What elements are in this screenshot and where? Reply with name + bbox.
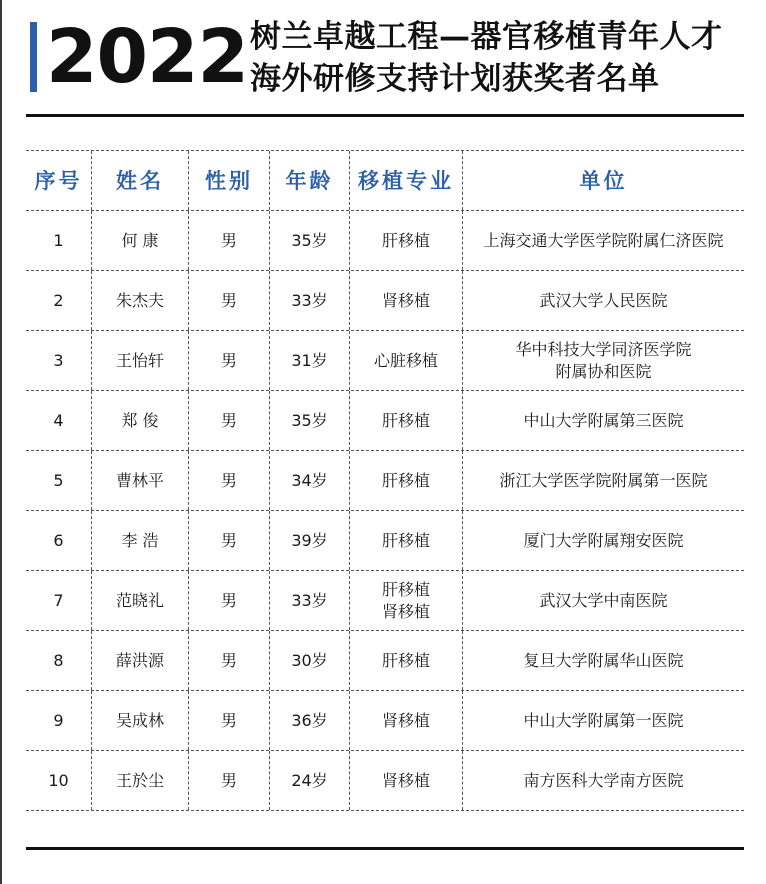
- cell-unit-text: 武汉大学人民医院: [539, 290, 668, 310]
- cell-number: [26, 631, 91, 690]
- cell-name-text: 曹林平: [115, 470, 164, 490]
- cell-number: [26, 451, 91, 510]
- table-header-row: [26, 150, 744, 211]
- cell-age: [269, 271, 349, 330]
- table-row: [26, 691, 744, 751]
- table-body: [26, 211, 744, 811]
- cell-specialty: [349, 631, 462, 690]
- cell-age: [269, 331, 349, 390]
- cell-unit: [462, 271, 744, 330]
- cell-number-text: 1: [53, 230, 64, 250]
- cell-specialty-text: 肾移植: [381, 601, 430, 621]
- cell-unit: [462, 391, 744, 450]
- cell-specialty: [349, 451, 462, 510]
- cell-gender-text: 男: [220, 650, 237, 670]
- cell-number-text: 4: [53, 410, 64, 430]
- cell-number-text: 5: [53, 470, 64, 490]
- title-line-2: 海外研修支持计划获奖者名单: [250, 61, 660, 97]
- cell-unit-text: 南方医科大学南方医院: [523, 770, 684, 790]
- title-line-1: 树兰卓越工程—器官移植青年人才: [250, 19, 723, 55]
- cell-gender-text: 男: [220, 770, 237, 790]
- cell-name: [91, 631, 188, 690]
- cell-number-text: 3: [53, 350, 64, 370]
- cell-number: [26, 691, 91, 750]
- column-header-unit: 单位: [462, 151, 744, 210]
- cell-age: [269, 631, 349, 690]
- cell-age: [269, 451, 349, 510]
- cell-number: [26, 751, 91, 810]
- cell-gender: [188, 331, 269, 390]
- cell-unit-text: 中山大学附属第三医院: [523, 410, 684, 430]
- table-row: [26, 631, 744, 691]
- cell-unit: [462, 511, 744, 570]
- cell-specialty-text: 肝移植: [381, 579, 430, 599]
- cell-specialty: [349, 211, 462, 270]
- cell-specialty-text: 肾移植: [381, 710, 430, 730]
- cell-specialty-text: 心脏移植: [373, 350, 438, 370]
- cell-name-text: 郑 俊: [121, 410, 159, 430]
- column-header-number: 序号: [34, 168, 83, 193]
- cell-age: [269, 571, 349, 630]
- cell-specialty: [349, 691, 462, 750]
- cell-unit: [462, 211, 744, 270]
- cell-unit: [462, 331, 744, 390]
- cell-age-text: 33岁: [291, 290, 328, 310]
- cell-name: [91, 391, 188, 450]
- cell-unit-text: 华中科技大学同济医学院: [515, 339, 692, 359]
- cell-number-text: 8: [53, 650, 64, 670]
- cell-gender: [188, 271, 269, 330]
- cell-specialty: [349, 271, 462, 330]
- cell-gender: [188, 391, 269, 450]
- cell-unit-text: 厦门大学附属翔安医院: [523, 530, 684, 550]
- page-left-border: [0, 0, 2, 884]
- cell-unit-text: 中山大学附属第一医院: [523, 710, 684, 730]
- cell-name: [91, 271, 188, 330]
- cell-name: [91, 511, 188, 570]
- cell-age-text: 30岁: [291, 650, 328, 670]
- cell-name-text: 王於尘: [115, 770, 164, 790]
- column-header-age: 年龄: [269, 151, 349, 210]
- cell-name-text: 吴成林: [115, 710, 164, 730]
- cell-age-text: 35岁: [291, 230, 328, 250]
- cell-name: [91, 571, 188, 630]
- awardee-table: [26, 150, 744, 811]
- column-header-gender: 性别: [188, 151, 269, 210]
- title-accent-bar: [30, 22, 37, 92]
- cell-name: [91, 751, 188, 810]
- cell-age-text: 35岁: [291, 410, 328, 430]
- cell-number: [26, 271, 91, 330]
- cell-gender: [188, 751, 269, 810]
- cell-specialty: [349, 331, 462, 390]
- cell-gender-text: 男: [220, 530, 237, 550]
- cell-specialty: [349, 511, 462, 570]
- bottom-rule: [26, 847, 744, 850]
- cell-number-text: 6: [53, 530, 64, 550]
- table-row: [26, 751, 744, 811]
- cell-specialty-text: 肝移植: [381, 230, 430, 250]
- table-row: [26, 331, 744, 391]
- cell-unit-text: 武汉大学中南医院: [539, 590, 668, 610]
- cell-name: [91, 691, 188, 750]
- top-rule: [26, 114, 744, 117]
- year-heading: 2022: [46, 14, 248, 100]
- cell-gender: [188, 571, 269, 630]
- table-row: [26, 211, 744, 271]
- cell-name-text: 王怡轩: [115, 350, 164, 370]
- cell-number: [26, 331, 91, 390]
- cell-number: [26, 571, 91, 630]
- cell-specialty-text: 肾移植: [381, 770, 430, 790]
- cell-unit: [462, 631, 744, 690]
- cell-age: [269, 751, 349, 810]
- cell-gender-text: 男: [220, 470, 237, 490]
- cell-name-text: 朱杰夫: [115, 290, 164, 310]
- cell-gender: [188, 631, 269, 690]
- cell-name-text: 范晓礼: [115, 590, 164, 610]
- cell-age: [269, 691, 349, 750]
- cell-number: [26, 511, 91, 570]
- cell-gender-text: 男: [220, 350, 237, 370]
- cell-name: [91, 211, 188, 270]
- table-row: [26, 571, 744, 631]
- cell-gender: [188, 691, 269, 750]
- cell-unit: [462, 691, 744, 750]
- cell-gender: [188, 511, 269, 570]
- cell-unit: [462, 751, 744, 810]
- cell-age-text: 33岁: [291, 590, 328, 610]
- cell-unit: [462, 571, 744, 630]
- cell-gender-text: 男: [220, 590, 237, 610]
- cell-unit-text: 附属协和医院: [555, 361, 652, 381]
- cell-name-text: 薛洪源: [115, 650, 164, 670]
- cell-gender-text: 男: [220, 290, 237, 310]
- column-header-specialty: 移植专业: [349, 151, 462, 210]
- cell-gender: [188, 451, 269, 510]
- cell-age-text: 36岁: [291, 710, 328, 730]
- table-row: [26, 391, 744, 451]
- table-row: [26, 271, 744, 331]
- cell-number: [26, 211, 91, 270]
- cell-number-text: 7: [53, 590, 64, 610]
- cell-unit-text: 上海交通大学医学院附属仁济医院: [483, 230, 724, 250]
- cell-name-text: 何 康: [121, 230, 159, 250]
- cell-specialty: [349, 571, 462, 630]
- cell-age: [269, 211, 349, 270]
- cell-specialty-text: 肝移植: [381, 650, 430, 670]
- cell-specialty-text: 肝移植: [381, 410, 430, 430]
- cell-specialty-text: 肾移植: [381, 290, 430, 310]
- cell-age: [269, 511, 349, 570]
- table-row: [26, 511, 744, 571]
- cell-gender-text: 男: [220, 710, 237, 730]
- cell-specialty: [349, 391, 462, 450]
- cell-name: [91, 451, 188, 510]
- cell-unit-text: 复旦大学附属华山医院: [523, 650, 684, 670]
- cell-specialty-text: 肝移植: [381, 530, 430, 550]
- table-row: [26, 451, 744, 511]
- cell-number-text: 10: [48, 770, 69, 790]
- column-header-name: 姓名: [91, 151, 188, 210]
- cell-age-text: 39岁: [291, 530, 328, 550]
- cell-age-text: 34岁: [291, 470, 328, 490]
- cell-name-text: 李 浩: [121, 530, 159, 550]
- cell-specialty-text: 肝移植: [381, 470, 430, 490]
- cell-gender-text: 男: [220, 230, 237, 250]
- cell-gender-text: 男: [220, 410, 237, 430]
- cell-number: [26, 391, 91, 450]
- cell-number-text: 2: [53, 290, 64, 310]
- cell-name: [91, 331, 188, 390]
- cell-specialty: [349, 751, 462, 810]
- cell-unit: [462, 451, 744, 510]
- cell-age-text: 31岁: [291, 350, 328, 370]
- page-title: [250, 16, 723, 100]
- cell-gender: [188, 211, 269, 270]
- cell-unit-text: 浙江大学医学院附属第一医院: [499, 470, 708, 490]
- cell-age-text: 24岁: [291, 770, 328, 790]
- cell-number-text: 9: [53, 710, 64, 730]
- cell-age: [269, 391, 349, 450]
